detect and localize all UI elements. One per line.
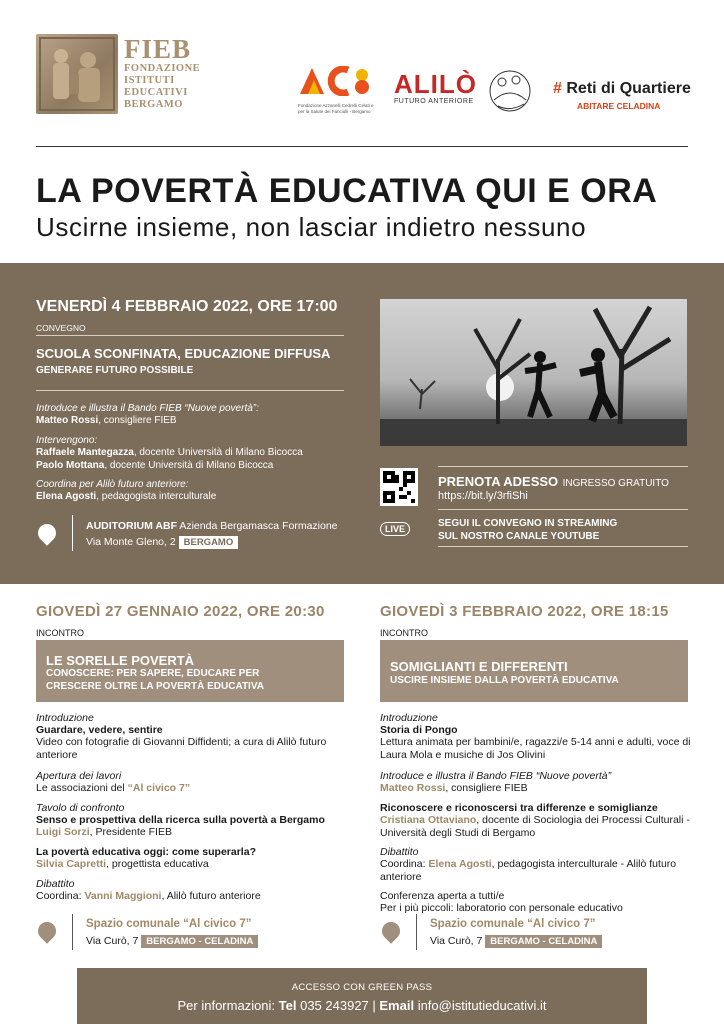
location-pin-icon bbox=[378, 918, 403, 943]
intro-label: Introduce e illustra il Bando FIEB “Nuove povertà”: bbox=[36, 403, 259, 414]
separator: | bbox=[368, 998, 380, 1013]
event-photo bbox=[380, 299, 687, 446]
right-event-title-box bbox=[380, 640, 688, 702]
divider bbox=[72, 914, 73, 950]
location-pin-icon bbox=[34, 918, 59, 943]
venue-desc: Azienda Bergamasca Formazione bbox=[179, 520, 338, 532]
acb-mark-icon bbox=[298, 66, 374, 96]
divider bbox=[416, 914, 417, 950]
section-text: Video con fotografie di Giovanni Diffidenti; a cura di Alilò futuro anteriore bbox=[36, 736, 327, 761]
person-name: Silvia Capretti bbox=[36, 858, 107, 870]
divider bbox=[72, 515, 73, 551]
left-event-date: GIOVEDÌ 27 GENNAIO 2022, ORE 20:30 bbox=[36, 603, 325, 620]
acb-logo bbox=[298, 66, 378, 114]
section-title: Riconoscere e riconoscersi tra differenze e somiglianze bbox=[380, 802, 658, 814]
right-venue-city-tag: BERGAMO - CELADINA bbox=[485, 935, 602, 948]
coord-name: Elena Agosti bbox=[36, 491, 97, 502]
alilo-logo bbox=[394, 69, 477, 105]
right-event-name: SOMIGLIANTI E DIFFERENTI bbox=[390, 659, 568, 674]
book-url-link[interactable]: https://bit.ly/3rfiShi bbox=[438, 490, 528, 502]
right-event-sub: USCIRE INSIEME DALLA POVERTÀ EDUCATIVA bbox=[390, 675, 619, 686]
section-text: Coordina: bbox=[380, 858, 429, 870]
speaker-role: , docente Università di Milano Bicocca bbox=[104, 460, 274, 471]
children-silhouette-image bbox=[380, 299, 687, 446]
left-venue-address: Via Curò, 7 bbox=[86, 935, 139, 947]
left-event-sub: CONOSCERE: PER SAPERE, EDUCARE PER bbox=[46, 668, 260, 679]
acb-caption: Fondazione Azzanelli Cedrelli Celati e per la Salute dei Fanciulli - Bergamo bbox=[298, 103, 374, 114]
right-event-date: GIOVEDÌ 3 FEBBRAIO 2022, ORE 18:15 bbox=[380, 603, 669, 620]
divider bbox=[36, 390, 344, 391]
section-label: Dibattito bbox=[36, 878, 75, 890]
fieb-line: FONDAZIONE bbox=[124, 63, 201, 74]
intro-role: , consigliere FIEB bbox=[98, 415, 177, 426]
left-event-name: LE SORELLE POVERTÀ bbox=[46, 653, 195, 668]
person-role: , consigliere FIEB bbox=[445, 782, 528, 794]
section-label: Introduce e illustra il Bando FIEB “Nuove povertà” bbox=[380, 770, 612, 782]
fieb-line: EDUCATIVI bbox=[124, 87, 188, 98]
speaker-role: , docente Università di Milano Bicocca bbox=[133, 447, 303, 458]
tel-label: Tel bbox=[278, 998, 297, 1013]
divider bbox=[438, 546, 688, 547]
coord-role: , pedagogista interculturale bbox=[96, 491, 217, 502]
fieb-logo bbox=[36, 34, 206, 116]
fieb-line: BERGAMO bbox=[124, 99, 183, 110]
book-note: INGRESSO GRATUITO bbox=[562, 478, 669, 489]
left-venue-city-tag: BERGAMO - CELADINA bbox=[141, 935, 258, 948]
section-label: Dibattito bbox=[380, 846, 419, 858]
fieb-short-name: FIEB bbox=[124, 34, 192, 64]
left-event-type: INCONTRO bbox=[36, 628, 84, 638]
stream-line: SEGUI IL CONVEGNO IN STREAMING bbox=[438, 518, 618, 529]
left-event-title-box bbox=[36, 640, 344, 702]
person-role: , docente di Sociologia dei Processi Culturali - Università degli Studi di Bergamo bbox=[380, 814, 690, 839]
page-title: LA POVERTÀ EDUCATIVA QUI E ORA bbox=[36, 172, 658, 210]
section-text: Lettura animata per bambini/e, ragazzi/e 5-14 anni e adulti, voce di Laura Mola e musiche di Jos Olivini bbox=[380, 736, 691, 761]
section-label: Apertura dei lavori bbox=[36, 770, 122, 782]
section-title: Storia di Pongo bbox=[380, 724, 458, 736]
civico-sketch-logo bbox=[484, 66, 536, 116]
reti-logo bbox=[553, 80, 693, 111]
intro-person: Matteo Rossi bbox=[36, 415, 99, 426]
location-pin-icon bbox=[34, 520, 59, 545]
fieb-relief-image bbox=[36, 34, 118, 114]
live-stream-icon bbox=[380, 519, 410, 537]
venue-name: AUDITORIUM ABF bbox=[86, 520, 177, 532]
hash-icon: # bbox=[553, 80, 562, 97]
person-role: , Alilò futuro anteriore bbox=[161, 890, 261, 902]
alilo-caption: FUTURO ANTERIORE bbox=[394, 98, 474, 105]
person-name: Matteo Rossi bbox=[380, 782, 446, 794]
section-title: La povertà educativa oggi: come superarla? bbox=[36, 846, 256, 858]
main-event-type: CONVEGNO bbox=[36, 323, 86, 333]
civico-highlight: “Al civico 7” bbox=[127, 782, 191, 794]
sketch-people-icon bbox=[484, 66, 536, 116]
speakers-label: Intervengono: bbox=[36, 435, 98, 446]
person-name: Vanni Maggioni bbox=[84, 890, 162, 902]
footer-bar bbox=[77, 968, 647, 1024]
email-label: Email bbox=[379, 998, 415, 1013]
access-note: ACCESSO CON GREEN PASS bbox=[291, 982, 433, 993]
info-label: Per informazioni: bbox=[177, 998, 279, 1013]
email-address[interactable]: info@istitutieducativi.it bbox=[414, 998, 547, 1013]
divider bbox=[438, 466, 688, 467]
right-venue-name: Spazio comunale “Al civico 7” bbox=[430, 918, 596, 930]
divider bbox=[438, 509, 688, 510]
main-event-name: SCUOLA SCONFINATA, EDUCAZIONE DIFFUSA bbox=[36, 346, 331, 361]
section-text: Coordina: bbox=[36, 890, 85, 902]
left-venue-name: Spazio comunale “Al civico 7” bbox=[86, 918, 252, 930]
conf-line: Per i più piccoli: laboratorio con personale educativo bbox=[380, 902, 623, 914]
person-name: Luigi Sorzi bbox=[36, 826, 90, 838]
main-event-subname: GENERARE FUTURO POSSIBILE bbox=[36, 365, 194, 376]
divider bbox=[36, 335, 344, 336]
section-label: Introduzione bbox=[380, 712, 438, 724]
person-name: Elena Agosti bbox=[428, 858, 492, 870]
section-title: Guardare, vedere, sentire bbox=[36, 724, 163, 736]
section-title: Senso e prospettiva della ricerca sulla povertà a Bergamo bbox=[36, 814, 325, 826]
alilo-name: ALILÒ bbox=[394, 69, 477, 99]
conf-line: Conferenza aperta a tutti/e bbox=[380, 890, 505, 902]
venue-city-tag: BERGAMO bbox=[179, 536, 239, 549]
reti-caption: ABITARE CELADINA bbox=[577, 101, 661, 111]
stream-line: SUL NOSTRO CANALE YOUTUBE bbox=[438, 531, 600, 542]
tel-number[interactable]: 035 243927 bbox=[296, 998, 369, 1013]
right-event-program bbox=[380, 712, 692, 914]
fieb-line: ISTITUTI bbox=[124, 75, 175, 86]
person-role: , Presidente FIEB bbox=[89, 826, 172, 838]
person-role: , pedagogista interculturale - Alilò futuro anteriore bbox=[380, 858, 677, 883]
section-label: Introduzione bbox=[36, 712, 94, 724]
qr-code-icon[interactable] bbox=[380, 468, 418, 506]
main-event-date: VENERDÌ 4 FEBBRAIO 2022, ORE 17:00 bbox=[36, 298, 338, 315]
live-badge: LIVE bbox=[380, 522, 410, 536]
speaker-name: Paolo Mottana bbox=[36, 460, 105, 471]
person-role: , progettista educativa bbox=[106, 858, 209, 870]
venue-address: Via Monte Gleno, 2 bbox=[86, 536, 176, 548]
header-divider bbox=[36, 146, 688, 147]
left-event-program bbox=[36, 712, 344, 902]
speaker-name: Raffaele Mantegazza bbox=[36, 447, 134, 458]
book-label: PRENOTA ADESSO bbox=[438, 474, 559, 489]
reti-name: Reti di Quartiere bbox=[566, 80, 691, 97]
left-event-sub: CRESCERE OLTRE LA POVERTÀ EDUCATIVA bbox=[46, 681, 264, 692]
main-event-band bbox=[0, 263, 724, 584]
right-venue-address: Via Curò, 7 bbox=[430, 935, 483, 947]
section-text: Le associazioni del bbox=[36, 782, 128, 794]
page-subtitle: Uscirne insieme, non lasciar indietro nessuno bbox=[36, 212, 587, 242]
person-name: Cristiana Ottaviano bbox=[380, 814, 477, 826]
right-event-type: INCONTRO bbox=[380, 628, 428, 638]
section-label: Tavolo di confronto bbox=[36, 802, 125, 814]
coord-label: Coordina per Alilò futuro anteriore: bbox=[36, 479, 189, 490]
